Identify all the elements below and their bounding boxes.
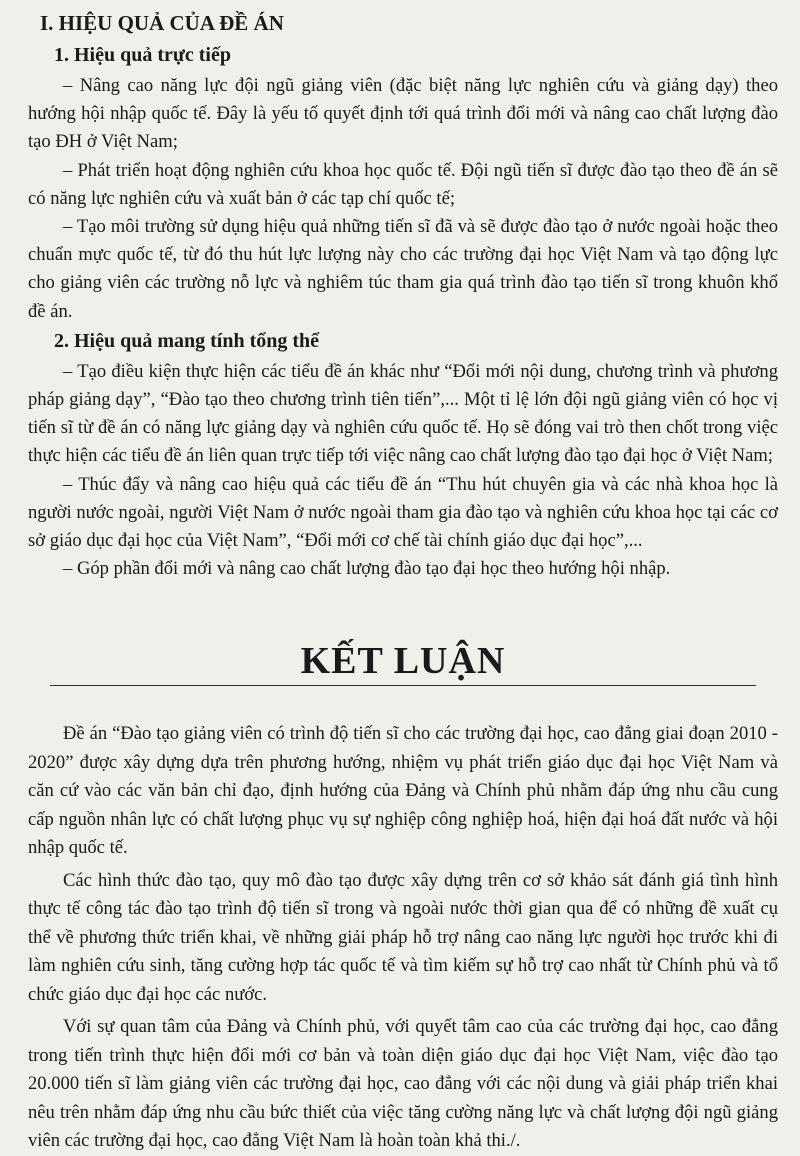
overall-paragraph-2: – Thúc đẩy và nâng cao hiệu quả các tiểu đề án “Thu hút chuyên gia và các nhà khoa học là người nước ngoài, người Việt Nam ở nước ngoài tham gia đào tạo và nghiên cứu khoa học tại các cơ sở giáo dục đại học của Việt Nam”, “Đổi mới cơ chế tài chính giáo dục đại học”,... — [28, 473, 778, 552]
conclusion-body — [28, 720, 778, 1156]
conclusion-paragraph-2: Các hình thức đào tạo, quy mô đào tạo được xây dựng trên cơ sở khảo sát đánh giá tình hình thực tế công tác đào tạo trình độ tiến sĩ trong và ngoài nước thời gian qua để có những đề xuất cụ thể về phương thức triển khai, về những giải pháp hỗ trợ nâng cao năng lực người học trước khi đi làm nghiên cứu sinh, tăng cường hợp tác quốc tế và tìm kiếm sự hỗ trợ cao nhất từ Chính phủ và tổ chức giáo dục đại học các nước. — [28, 869, 778, 1005]
conclusion-paragraph-1: Đề án “Đào tạo giảng viên có trình độ tiến sĩ cho các trường đại học, cao đẳng giai đoạn 2010 - 2020” được xây dựng dựa trên phương hướng, nhiệm vụ phát triển giáo dục đại học Việt Nam và căn cứ vào các văn bản chỉ đạo, định hướng của Đảng và Chính phủ nhằm đáp ứng nhu cầu cung cấp nguồn nhân lực có chất lượng phục vụ sự nghiệp công nghiệp hoá, hiện đại hoá đất nước và hội nhập quốc tế. — [28, 723, 778, 859]
overall-effect-heading: 2. Hiệu quả mang tính tổng thể — [54, 329, 320, 352]
direct-paragraph-1: – Nâng cao năng lực đội ngũ giảng viên (đặc biệt năng lực nghiên cứu và giảng dạy) theo hướng hội nhập quốc tế. Đây là yếu tố quyết định tới quá trình đổi mới và nâng cao chất lượng đào tạo ĐH ở Việt Nam; — [28, 75, 778, 153]
direct-paragraph-2: – Phát triển hoạt động nghiên cứu khoa học quốc tế. Đội ngũ tiến sĩ được đào tạo theo đề án sẽ có năng lực nghiên cứu và xuất bản ở các tạp chí quốc tế; — [28, 159, 778, 209]
title-underline — [50, 685, 756, 686]
section-heading: I. HIỆU QUẢ CỦA ĐỀ ÁN — [40, 11, 284, 35]
conclusion-title: KẾT LUẬN — [300, 640, 506, 683]
conclusion-paragraph-3: Với sự quan tâm của Đảng và Chính phủ, với quyết tâm cao của các trường đại học, cao đẳng trong tiến trình thực hiện đổi mới cơ bản và toàn diện giáo dục đại học Việt Nam, việc đào tạo 20.000 tiến sĩ làm giảng viên các trường đại học, cao đẳng với các nội dung và giải pháp triển khai nêu trên nhằm đáp ứng nhu cầu bức thiết của việc tăng cường năng lực và chất lượng đội ngũ giảng viên các trường đại học, cao đẳng Việt Nam là hoàn toàn khả thi./. — [28, 1016, 778, 1152]
overall-paragraph-3: – Góp phần đổi mới và nâng cao chất lượng đào tạo đại học theo hướng hội nhập. — [63, 558, 671, 580]
direct-paragraph-3: – Tạo môi trường sử dụng hiệu quả những tiến sĩ đã và sẽ được đào tạo ở nước ngoài hoặc theo chuẩn mực quốc tế, từ đó thu hút lực lượng này cho các trường đại học Việt Nam và tạo động lực cho giảng viên các trường nỗ lực và nghiêm túc tham gia quá trình đào tạo tiến sĩ trong khuôn khổ đề án. — [28, 216, 778, 322]
direct-effect-heading: 1. Hiệu quả trực tiếp — [54, 44, 231, 66]
overall-paragraph-1: – Tạo điều kiện thực hiện các tiểu đề án khác như “Đổi mới nội dung, chương trình và phương pháp giảng dạy”, “Đào tạo theo chương trình tiên tiến”,... Một tỉ lệ lớn đội ngũ giảng viên có học vị tiến sĩ từ đề án có năng lực giảng dạy và nghiên cứu quốc tế. Họ sẽ đóng vai trò then chốt trong việc thực hiện các tiểu đề án liên quan trực tiếp tới việc nâng cao chất lượng đào tạo đại học ở Việt Nam; — [28, 360, 778, 467]
